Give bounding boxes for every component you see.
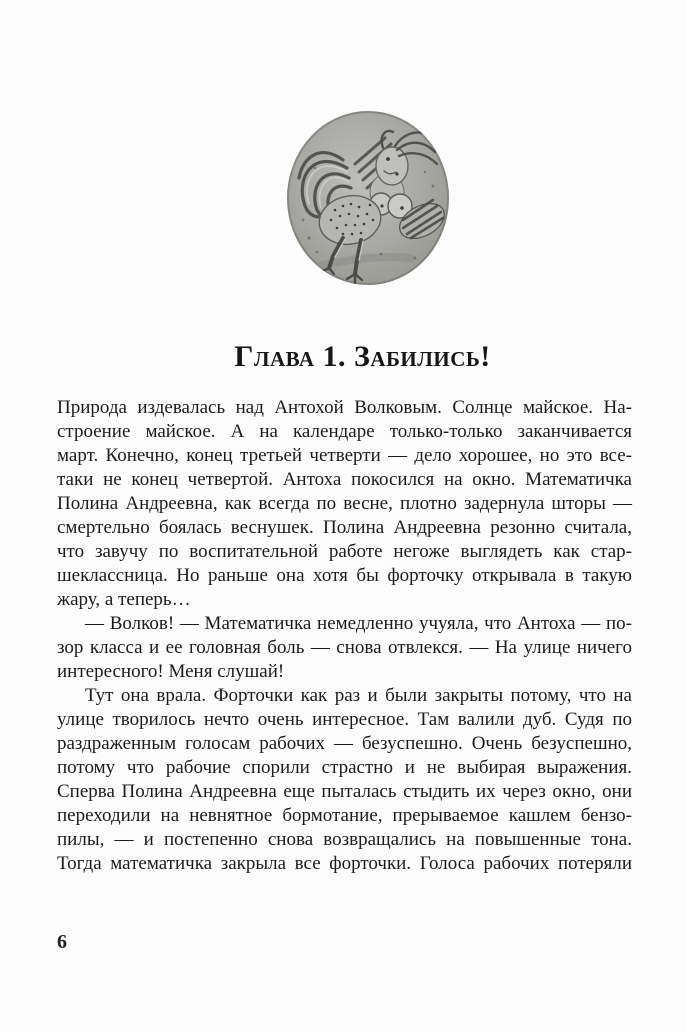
text-line: что завучу по воспитательной работе негоже выглядеть как стар-: [57, 541, 632, 562]
text-line: Природа издевалась над Антохой Волковым. Солнце майское. На-: [57, 397, 632, 418]
medallion-illustration: [285, 108, 452, 287]
text-line: — Волков! — Математичка немедленно учуяла, что Антоха — по-: [85, 613, 632, 634]
text-line: Тут она врала. Форточки как раз и были закрыты потому, что на: [85, 685, 632, 706]
text-line: улице творилось нечто очень интересное. Там валили дуб. Судя по: [57, 709, 632, 730]
chapter-title: Глава 1. Забились!: [234, 340, 491, 373]
text-line: потому что рабочие спорили страстно и не выбирая выражения.: [57, 757, 632, 778]
text-line: зор класса и ее головная боль — снова отвлекся. — На улице ничего: [57, 637, 632, 658]
text-line: шеклассница. Но раньше она хотя бы форточку открывала в такую: [57, 565, 632, 586]
text-line: пилы, — и постепенно снова возвращались на повышенные тона.: [57, 829, 632, 850]
text-line: смертельно боялась веснушек. Полина Андреевна резонно считала,: [57, 517, 632, 538]
head: [376, 147, 408, 185]
text-line: март. Конечно, конец третьей четверти — дело хорошее, но это все-: [57, 445, 632, 466]
text-line: Сперва Полина Андреевна еще пыталась стыдить их через окно, они: [57, 781, 632, 802]
text-line: строение майское. А на календаре только-только заканчивается: [57, 421, 632, 442]
text-line: Полина Андреевна, как всегда по весне, плотно задернула шторы —: [57, 493, 632, 514]
text-line: переходили на невнятное бормотание, прерываемое кашлем бензо-: [57, 805, 632, 826]
text-line: жару, а теперь…: [57, 589, 191, 610]
body-text: [57, 396, 632, 876]
text-line: интересного! Меня слушай!: [57, 661, 285, 682]
text-line: таки не конец четвертой. Антоха покосился на окно. Математичка: [57, 469, 632, 490]
page-number: 6: [57, 931, 67, 953]
text-line: раздраженным голосам рабочих — безуспешно. Очень безуспешно,: [57, 733, 632, 754]
text-line: Тогда математичка закрыла все форточки. Голоса рабочих потеряли: [57, 853, 632, 874]
